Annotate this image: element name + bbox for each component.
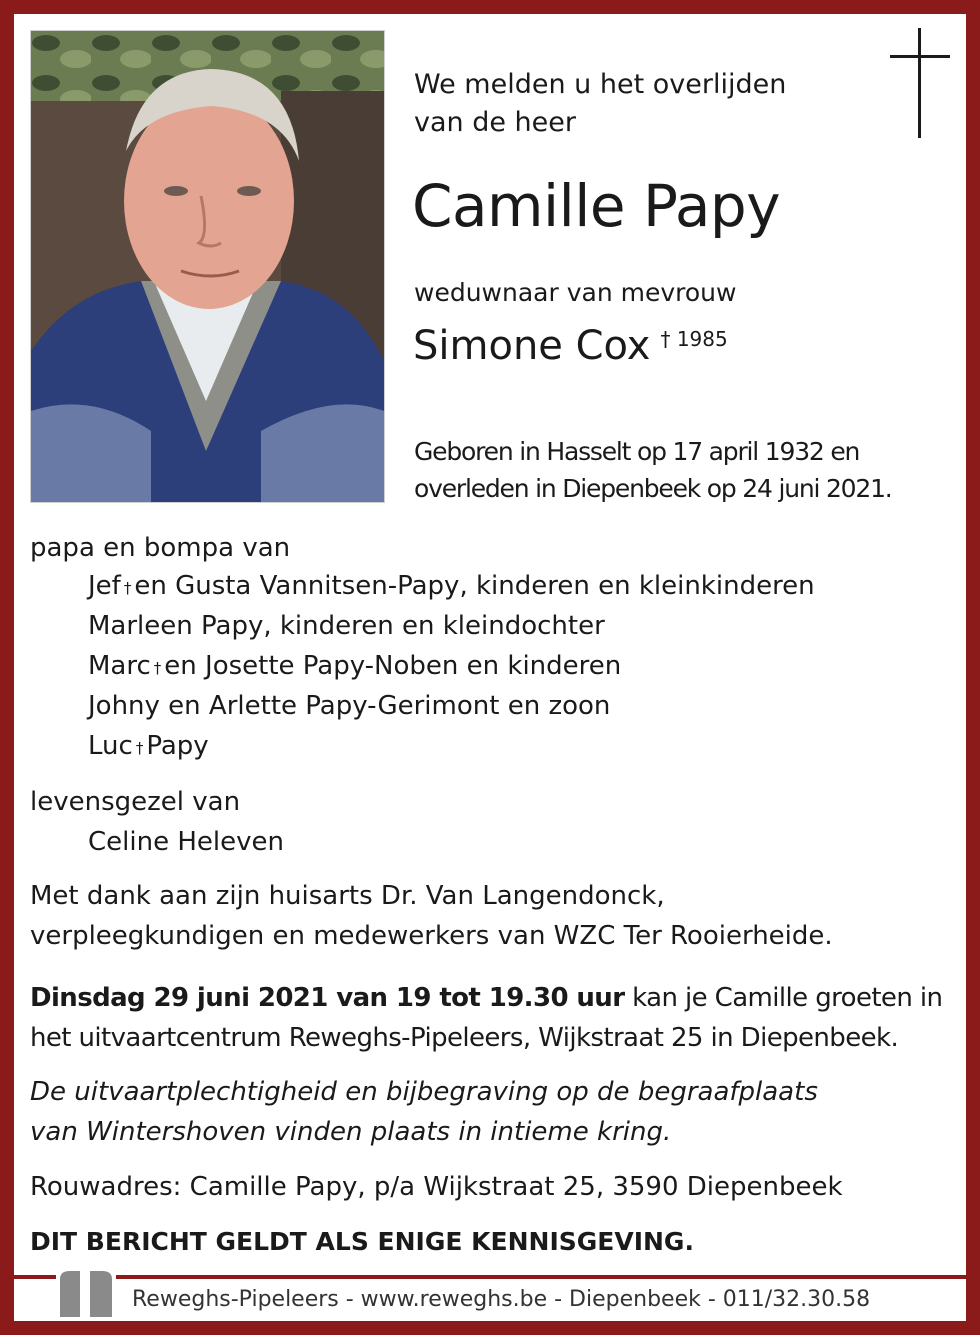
spouse-name-line bbox=[413, 323, 728, 369]
partner-name: Celine Heleven bbox=[88, 827, 284, 857]
notice-text: DIT BERICHT GELDT ALS ENIGE KENNISGEVING. bbox=[30, 1227, 694, 1256]
intro-line-1: We melden u het overlijden bbox=[414, 69, 787, 100]
partner-heading: levensgezel van bbox=[30, 787, 241, 817]
visitation-location: het uitvaartcentrum Reweghs-Pipeleers, Wijkstraat 25 in Diepenbeek. bbox=[30, 1023, 899, 1053]
list-item: Jef † en Gusta Vannitsen-Papy, kinderen en kleinkinderen bbox=[88, 571, 815, 601]
visitation-text bbox=[30, 978, 942, 1058]
cross-icon bbox=[888, 28, 952, 138]
footer-contact: Reweghs-Pipeleers - www.reweghs.be - Diepenbeek - 011/32.30.58 bbox=[132, 1287, 871, 1312]
ceremony-line-1: De uitvaartplechtigheid en bijbegraving op de begraafplaats bbox=[30, 1077, 818, 1107]
ceremony-line-2: van Wintershoven vinden plaats in intieme kring. bbox=[30, 1117, 672, 1147]
spouse-death-year: † 1985 bbox=[660, 327, 728, 351]
list-item: Marleen Papy, kinderen en kleindochter bbox=[88, 611, 605, 641]
thanks-line-1: Met dank aan zijn huisarts Dr. Van Langendonck, bbox=[30, 881, 665, 911]
family-heading: papa en bompa van bbox=[30, 533, 291, 563]
list-item: Marc † en Josette Papy-Noben en kinderen bbox=[88, 651, 622, 681]
born-line: Geboren in Hasselt op 17 april 1932 en bbox=[414, 437, 860, 466]
birth-death-info bbox=[414, 433, 892, 507]
deceased-name: Camille Papy bbox=[412, 172, 781, 240]
widower-line: weduwnaar van mevrouw bbox=[414, 278, 737, 307]
mourning-address: Rouwadres: Camille Papy, p/a Wijkstraat 25, 3590 Diepenbeek bbox=[30, 1172, 843, 1202]
funeral-home-logo-icon bbox=[56, 1267, 116, 1321]
visitation-date: Dinsdag 29 juni 2021 van 19 tot 19.30 uur bbox=[30, 983, 625, 1013]
visitation-rest: kan je Camille groeten in bbox=[632, 983, 943, 1013]
died-line: overleden in Diepenbeek op 24 juni 2021. bbox=[414, 474, 892, 503]
thanks-text bbox=[30, 876, 833, 956]
ceremony-text bbox=[30, 1072, 818, 1152]
list-item: Luc † Papy bbox=[88, 731, 209, 761]
list-item: Johny en Arlette Papy-Gerimont en zoon bbox=[88, 691, 611, 721]
family-list bbox=[88, 566, 815, 766]
footer-divider bbox=[14, 1275, 966, 1279]
intro-text bbox=[414, 66, 786, 142]
intro-line-2: van de heer bbox=[414, 107, 576, 138]
spouse-name: Simone Cox bbox=[413, 323, 651, 369]
portrait-photo bbox=[30, 30, 385, 503]
thanks-line-2: verpleegkundigen en medewerkers van WZC Ter Rooierheide. bbox=[30, 921, 833, 951]
